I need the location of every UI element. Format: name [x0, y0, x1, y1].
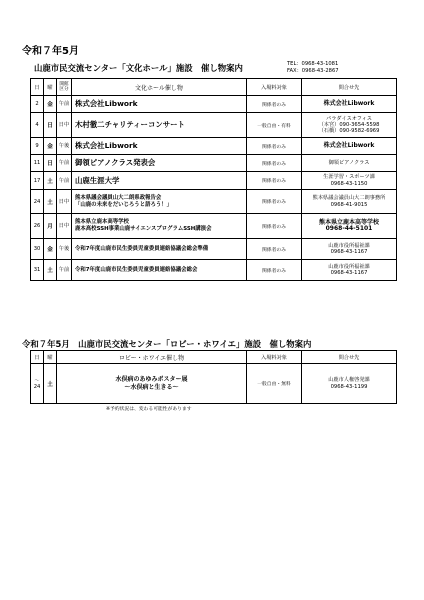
contact-info	[287, 61, 339, 75]
row-fee: 関係者のみ	[247, 239, 302, 260]
row-fee: 一般自由・有料	[247, 113, 302, 138]
fax-number: FAX：0968-43-2867	[287, 68, 339, 74]
row-day: 2	[31, 96, 44, 113]
table-header-row	[31, 79, 397, 96]
row-weekday: 金	[44, 96, 57, 113]
table-row	[31, 155, 397, 172]
row-day: 11	[31, 155, 44, 172]
row-weekday: 土	[44, 364, 57, 404]
table-row	[31, 172, 397, 190]
row-time: 午前	[57, 155, 72, 172]
row-time: 午前	[57, 172, 72, 190]
row-weekday: 日	[44, 113, 57, 138]
table-row	[31, 138, 397, 155]
row-weekday: 土	[44, 260, 57, 281]
row-weekday: 日	[44, 155, 57, 172]
row-day: 30	[31, 239, 44, 260]
row-time: 日中	[57, 113, 72, 138]
row-fee: 関係者のみ	[247, 260, 302, 281]
table-row	[31, 260, 397, 281]
table-row	[31, 214, 397, 239]
table-row	[31, 364, 397, 404]
reservation-note: ※予約状況は、変わる可能性があります	[106, 407, 192, 412]
row-day: 4	[31, 113, 44, 138]
row-time: 日中	[57, 190, 72, 214]
row-event: 御領ピアノクラス発表会	[72, 155, 247, 172]
row-fee: 関係者のみ	[247, 172, 302, 190]
row-contact: パラダイスオフィス （本宮）090-3654-5598 （石橋）090-9582-6969	[302, 113, 397, 138]
section2-title: 令和７年5月 山鹿市民交流センター「ロビー・ホワイエ」施設 催し物案内	[22, 339, 312, 349]
hall-events-body	[31, 96, 397, 281]
section1-title: 山鹿市民交流センター「文化ホール」施設 催し物案内	[34, 63, 243, 73]
row-event: 水俣病のあゆみポスター展 ～水俣病と生きる～	[57, 364, 247, 404]
row-time: 午前	[57, 260, 72, 281]
row-contact: 熊本県立鹿本高等学校 0968-44-5101	[302, 214, 397, 239]
row-fee: 一般自由・無料	[247, 364, 302, 404]
row-event: 山鹿生涯大学	[72, 172, 247, 190]
row-contact: 生涯学習・スポーツ課 0968-43-1150	[302, 172, 397, 190]
row-weekday: 金	[44, 138, 57, 155]
header-weekday: 曜	[44, 351, 57, 364]
row-day: 24	[31, 190, 44, 214]
row-weekday: 金	[44, 239, 57, 260]
row-day: 9	[31, 138, 44, 155]
row-contact: 御領ピアノクラス	[302, 155, 397, 172]
lobby-events-table	[30, 350, 397, 404]
row-event: 令和7年度山鹿市民生委員児童委員連絡協議会総会	[72, 260, 247, 281]
row-event: 株式会社Libwork	[72, 96, 247, 113]
header-day: 日	[31, 79, 44, 96]
row-fee: 関係者のみ	[247, 155, 302, 172]
row-time: 午前	[57, 96, 72, 113]
page-month: 令和７年5月	[22, 46, 79, 57]
header-weekday: 曜	[44, 79, 57, 96]
header-fee: 入場料対象	[247, 351, 302, 364]
row-time: 午後	[57, 138, 72, 155]
row-day: 17	[31, 172, 44, 190]
row-fee: 関係者のみ	[247, 190, 302, 214]
header-contact: 問合せ先	[302, 79, 397, 96]
header-day: 日	[31, 351, 44, 364]
row-contact: 株式会社Libwork	[302, 96, 397, 113]
table-row	[31, 96, 397, 113]
row-time: 午後	[57, 239, 72, 260]
table-row	[31, 239, 397, 260]
hall-events-table	[30, 78, 397, 281]
row-contact: 株式会社Libwork	[302, 138, 397, 155]
row-time: 日中	[57, 214, 72, 239]
row-contact: 熊本県議会議員山大二朗事務所 0968-41-9015	[302, 190, 397, 214]
row-fee: 関係者のみ	[247, 96, 302, 113]
table-row	[31, 190, 397, 214]
row-event: 株式会社Libwork	[72, 138, 247, 155]
row-fee: 関係者のみ	[247, 214, 302, 239]
row-event: 熊本県議会議員山大二朗県政報告会 「山鹿の未来をだいじろうと語ろう！」	[72, 190, 247, 214]
table-header-row	[31, 351, 397, 364]
header-time: 開館 区分	[57, 79, 72, 96]
header-event: ロビー・ホワイエ催し物	[57, 351, 247, 364]
row-weekday: 土	[44, 172, 57, 190]
row-weekday: 月	[44, 214, 57, 239]
row-contact: 山鹿市役所福祉課 0968-43-1167	[302, 260, 397, 281]
row-day: ～ 24	[31, 364, 44, 404]
tel-number: TEL：0968-43-1081	[287, 61, 339, 67]
row-fee: 関係者のみ	[247, 138, 302, 155]
row-event: 熊本県立鹿本高等学校 鹿本高校SSH事業山鹿サイエンスプログラムSSH講演会	[72, 214, 247, 239]
row-day: 31	[31, 260, 44, 281]
header-fee: 入場料対象	[247, 79, 302, 96]
header-event: 文化ホール催し物	[72, 79, 247, 96]
row-contact: 山鹿市人権啓発課 0968-43-1199	[302, 364, 397, 404]
row-event: 令和7年度山鹿市民生委員児童委員連絡協議会総会準備	[72, 239, 247, 260]
row-contact: 山鹿市役所福祉課 0968-43-1167	[302, 239, 397, 260]
table-row	[31, 113, 397, 138]
header-contact: 問合せ先	[302, 351, 397, 364]
row-weekday: 土	[44, 190, 57, 214]
row-day: 26	[31, 214, 44, 239]
row-event: 木村徹二チャリティーコンサート	[72, 113, 247, 138]
